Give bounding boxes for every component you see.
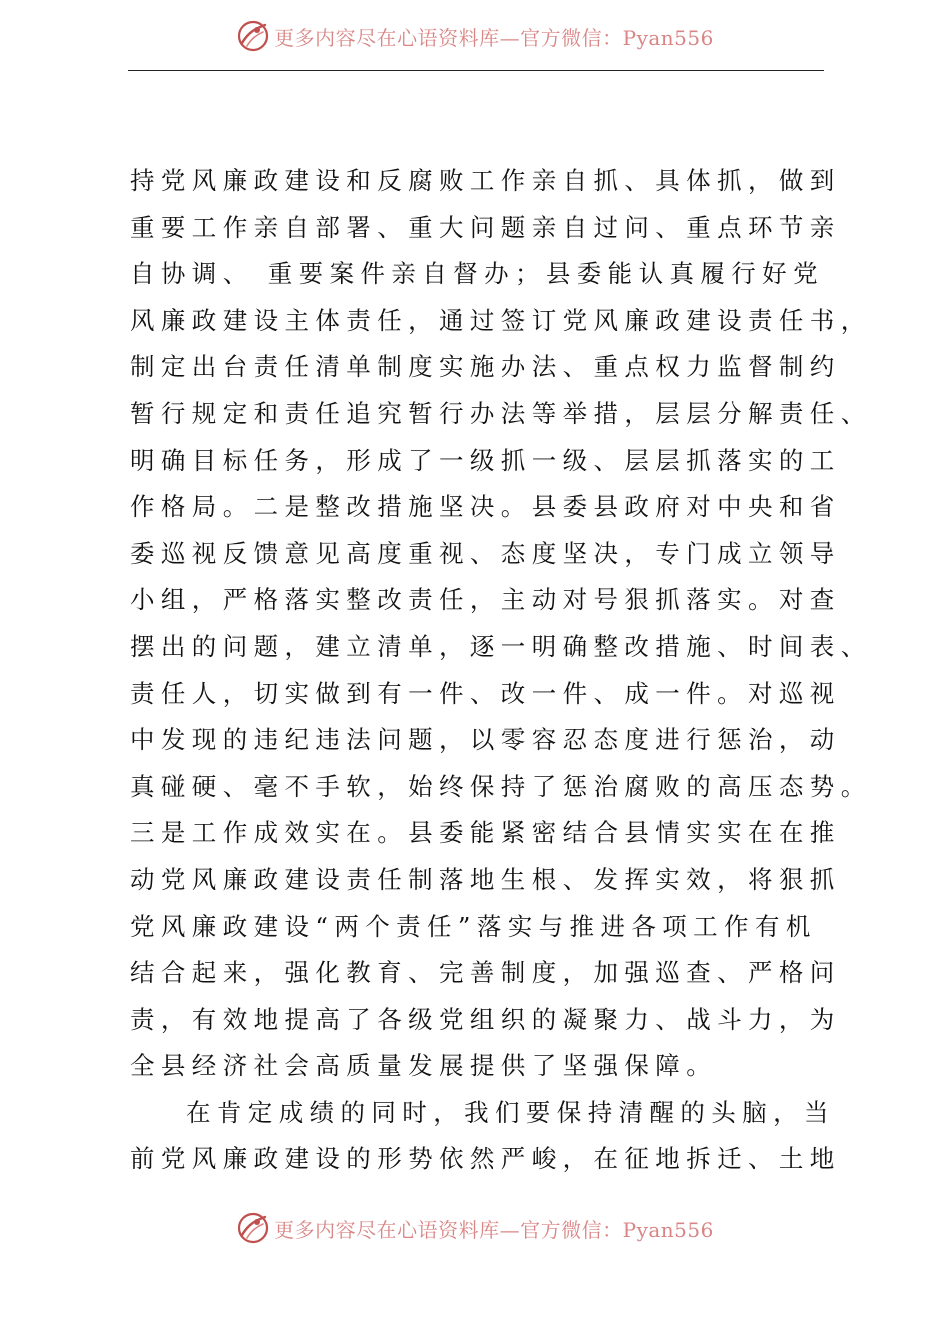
text-line: 动党风廉政建设责任制落地生根、发挥实效，将狠抓 [130,864,841,894]
text-line: 三是工作成效实在。县委能紧密结合县情实实在在推 [130,818,841,848]
text-line: 责，有效地提高了各级党组织的凝聚力、战斗力，为 [130,1004,841,1034]
text-line: 全县经济社会高质量发展提供了坚强保障。 [130,1051,718,1081]
document-body [130,158,872,1183]
text-line: 结合起来，强化教育、完善制度，加强巡查、严格问 [130,958,841,988]
seal-logo-icon [236,19,270,53]
text-line: 作格局。二是整改措施坚决。县委县政府对中央和省 [130,492,841,522]
text-line: 小组，严格落实整改责任，主动对号狠抓落实。对查 [130,585,841,615]
header-watermark [0,16,950,56]
header-watermark-text: 更多内容尽在心语资料库—官方微信：Pyan556 [274,25,714,50]
text-line: 真碰硬、毫不手软，始终保持了惩治腐败的高压态势。 [130,771,872,801]
text-line: 前党风廉政建设的形势依然严峻，在征地拆迁、土地 [130,1144,841,1174]
text-line: 持党风廉政建设和反腐败工作亲自抓、具体抓，做到 [130,166,841,195]
paragraph-start-line: 在肯定成绩的同时，我们要保持清醒的头脑，当 [186,1097,835,1127]
text-line: 责任人，切实做到有一件、改一件、成一件。对巡视 [130,678,841,708]
text-line: 重要工作亲自部署、重大问题亲自过问、重点环节亲 [130,212,841,242]
text-line: 党风廉政建设“两个责任”落实与推进各项工作有机 [130,911,817,941]
text-line: 中发现的违纪违法问题，以零容忍态度进行惩治，动 [130,725,841,755]
text-line: 委巡视反馈意见高度重视、态度坚决，专门成立领导 [130,538,841,568]
text-line: 制定出台责任清单制度实施办法、重点权力监督制约 [130,352,841,382]
text-line: 风廉政建设主体责任，通过签订党风廉政建设责任书， [130,305,872,335]
text-line: 摆出的问题，建立清单，逐一明确整改措施、时间表、 [130,631,872,661]
seal-logo-icon [236,1211,270,1245]
footer-watermark-text: 更多内容尽在心语资料库—官方微信：Pyan556 [274,1217,714,1242]
text-line: 明确目标任务，形成了一级抓一级、层层抓落实的工 [130,445,841,475]
footer-watermark [0,1208,950,1248]
text-line: 自协调、 重要案件亲自督办；县委能认真履行好党 [130,259,824,289]
header-rule [128,70,824,71]
text-line: 暂行规定和责任追究暂行办法等举措，层层分解责任、 [130,398,872,428]
